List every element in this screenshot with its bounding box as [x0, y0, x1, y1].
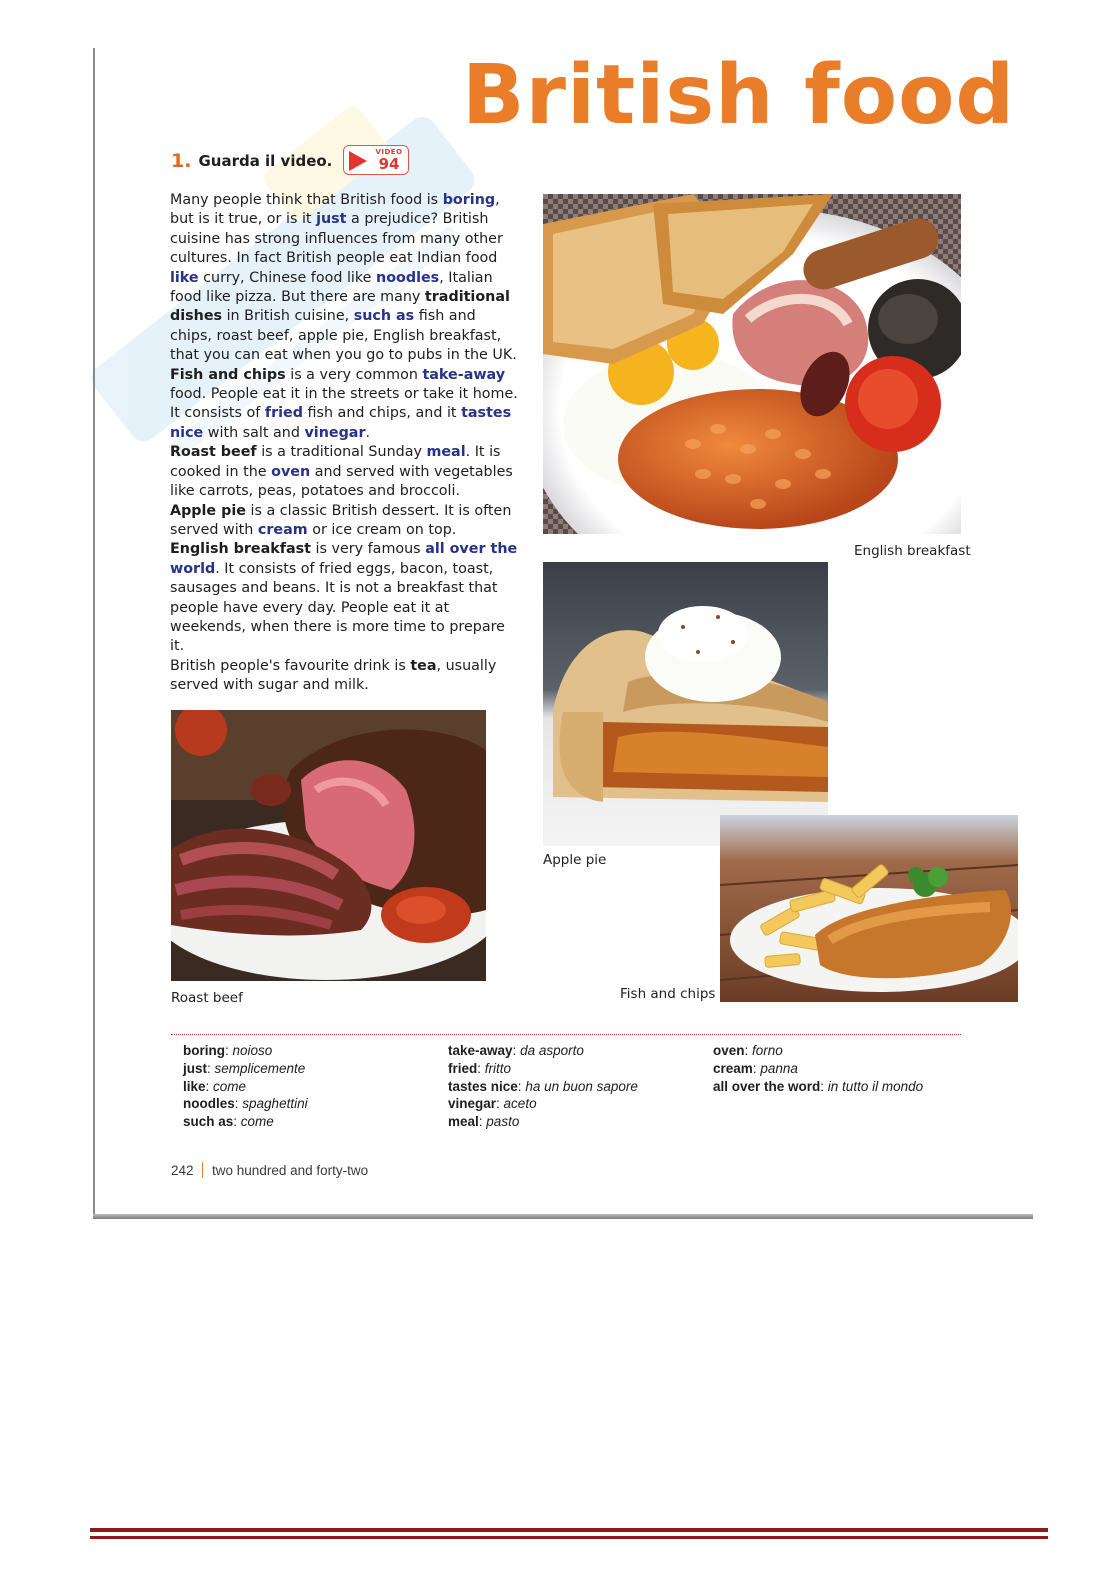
text-run: is very famous [311, 541, 426, 558]
glossary-term: just [183, 1060, 208, 1076]
paragraph-fish-and-chips [170, 366, 522, 444]
glossary-term: cream [713, 1060, 753, 1076]
glossary-translation: semplicemente [214, 1060, 306, 1076]
keyword: boring [442, 192, 496, 208]
keyword: all over the world [170, 541, 518, 577]
text-run: is a very common [285, 366, 423, 383]
glossary-entry: like: come [183, 1078, 247, 1094]
glossary-translation: come [213, 1078, 247, 1094]
glossary-translation: da asporto [520, 1043, 584, 1058]
glossary-term: all over the word [713, 1078, 821, 1094]
glossary-entry: oven: forno [713, 1043, 783, 1058]
video-label: VIDEO [375, 148, 403, 156]
page-footer [171, 1162, 368, 1178]
text-run: fish and chips, roast beef, apple pie, English breakfast, that you can eat when you go to pubs in the UK. [170, 308, 517, 364]
glossary-box [171, 1034, 961, 1130]
bottom-rule-top [90, 1528, 1048, 1532]
footer-separator [202, 1162, 204, 1178]
glossary-term: such as [183, 1114, 234, 1130]
glossary-entry: fried: fritto [448, 1060, 512, 1076]
apple-pie-photo [543, 562, 828, 846]
page-title: British food [462, 48, 1016, 143]
glossary-term: oven [713, 1043, 745, 1058]
glossary-entry: cream: panna [713, 1060, 798, 1076]
roast-beef-photo [171, 710, 486, 981]
glossary-entry: tastes nice: ha un buon sapore [448, 1078, 638, 1094]
glossary-entry: take-away: da asporto [448, 1043, 584, 1058]
glossary-translation: fritto [484, 1060, 512, 1076]
glossary-entry: just: semplicemente [183, 1060, 306, 1076]
text-run: in British cuisine, [222, 308, 354, 325]
glossary-translation: come [240, 1114, 274, 1130]
fish-and-chips-photo [720, 815, 1018, 1002]
paragraph-english-breakfast [170, 540, 522, 656]
keyword: noodles [376, 269, 440, 286]
keyword: fried [264, 405, 303, 422]
text-run: is a classic British dessert. It is often served with [170, 502, 512, 538]
text-run: . It consists of fried eggs, bacon, toast, sausages and beans. It is not a breakfast that people have every day. People eat it at weekends, when there is more time to prepare it. [170, 560, 505, 655]
glossary-term: like [183, 1078, 206, 1094]
text-run: and served with vegetables like carrots, peas, potatoes and broccoli. [170, 463, 513, 500]
bold-term: tea [410, 657, 437, 674]
text-run: a prejudice? British cuisine has strong influences from many other cultures. In fact British people eat Indian food [170, 211, 503, 267]
text-run: British people's favourite drink is [170, 657, 411, 674]
keyword: such as [353, 308, 415, 325]
glossary-column-3 [713, 1042, 923, 1095]
glossary-column-2 [448, 1042, 638, 1131]
glossary-entry: vinegar: aceto [448, 1096, 537, 1112]
glossary-entry: meal: pasto [448, 1114, 520, 1130]
glossary-entry: noodles: spaghettini [183, 1096, 308, 1112]
glossary-translation: in tutto il mondo [827, 1078, 924, 1094]
glossary-term: tastes nice [448, 1078, 518, 1094]
glossary-term: vinegar [448, 1096, 497, 1112]
caption-apple-pie: Apple pie [543, 852, 607, 868]
page-left-rule [93, 48, 95, 1218]
caption-english-breakfast: English breakfast [854, 543, 971, 559]
glossary-entry: all over the word: in tutto il mondo [713, 1078, 924, 1094]
video-button[interactable] [343, 145, 409, 175]
keyword: cream [257, 521, 308, 538]
paragraph-apple-pie [170, 502, 522, 541]
text-run: food. People eat it in the streets or take it home. It consists of [170, 386, 518, 422]
play-icon [349, 151, 367, 171]
bold-term: English breakfast [170, 541, 311, 558]
text-run: , usually served with sugar and milk. [170, 657, 497, 694]
keyword: take-away [422, 366, 506, 383]
paragraph-intro [170, 191, 522, 366]
page-number: 242 [171, 1162, 194, 1178]
page-number-words: two hundred and forty-two [212, 1162, 369, 1178]
bottom-rule-bottom [90, 1536, 1048, 1539]
glossary-term: take-away [448, 1043, 513, 1058]
glossary-translation: panna [760, 1060, 798, 1076]
glossary-translation: forno [752, 1043, 783, 1058]
text-run: , Italian food like pizza. But there are many [170, 269, 493, 306]
keyword: vinegar [304, 424, 366, 441]
glossary-translation: spaghettini [242, 1096, 308, 1112]
glossary-entry: such as: come [183, 1114, 274, 1130]
glossary-translation: ha un buon sapore [525, 1078, 638, 1094]
exercise-heading [171, 146, 332, 176]
text-run: , but is it true, or is it [170, 192, 500, 228]
exercise-label: Guarda il video. [198, 152, 333, 170]
keyword: oven [271, 463, 311, 480]
glossary-term: meal [448, 1114, 479, 1130]
keyword: tastes nice [170, 405, 512, 441]
caption-roast-beef: Roast beef [171, 990, 243, 1006]
bold-term: Apple pie [170, 502, 246, 519]
text-run: with salt and [203, 424, 305, 441]
glossary-column-1 [183, 1042, 308, 1131]
text-run: . [365, 424, 371, 441]
english-breakfast-photo [543, 194, 961, 534]
glossary-term: boring [183, 1043, 225, 1058]
keyword: meal [426, 444, 466, 461]
glossary-term: fried [448, 1060, 478, 1076]
paragraph-tea [170, 657, 522, 696]
page-bottom-rule [93, 1214, 1033, 1219]
text-run: . It is cooked in the [170, 444, 501, 480]
keyword: just [316, 211, 347, 228]
text-run: curry, Chinese food like [198, 269, 377, 286]
bold-term: traditional dishes [170, 289, 510, 325]
text-run: or ice cream on top. [307, 521, 457, 538]
paragraph-roast-beef [170, 443, 522, 501]
caption-fish-and-chips: Fish and chips [620, 986, 716, 1002]
keyword: like [170, 269, 199, 286]
glossary-entry: boring: noioso [183, 1043, 273, 1058]
text-run: fish and chips, and it [302, 405, 462, 422]
glossary-translation: pasto [486, 1114, 520, 1130]
glossary-translation: aceto [503, 1096, 537, 1112]
video-number: 94 [378, 155, 400, 173]
article-body [170, 191, 522, 696]
bold-term: Fish and chips [170, 366, 286, 383]
text-run: Many people think that British food is [170, 192, 443, 208]
glossary-translation: noioso [232, 1043, 273, 1058]
glossary-term: noodles [183, 1096, 235, 1112]
exercise-number: 1. [171, 150, 192, 172]
text-run: is a traditional Sunday [256, 444, 427, 461]
bold-term: Roast beef [170, 444, 257, 461]
